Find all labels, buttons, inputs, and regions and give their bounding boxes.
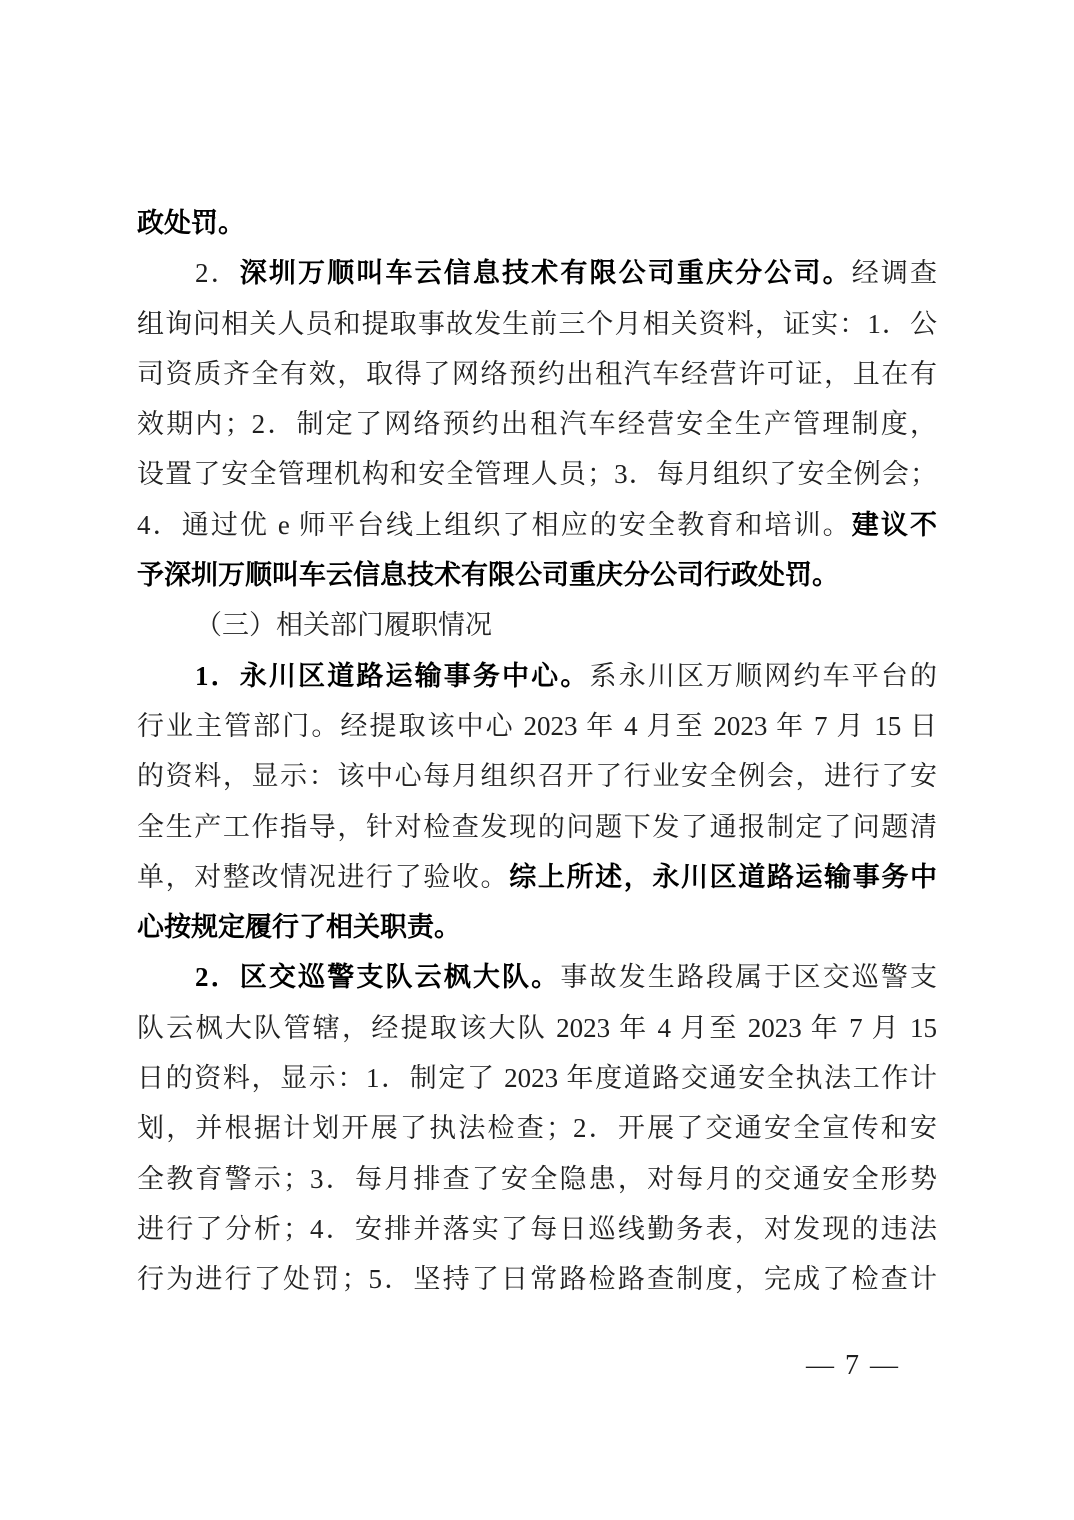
text-line: [137, 701, 937, 751]
bold-text-segment: 1．永川区道路运输事务中心。: [195, 660, 590, 691]
text-line: [137, 600, 937, 650]
text-segment: （三）相关部门履职情况: [195, 610, 492, 641]
text-line: [137, 399, 937, 449]
text-line: [137, 500, 937, 550]
text-segment: 组询问相关人员和提取事故发生前三个月相关资料，证实：1．公: [137, 308, 937, 339]
text-segment: 单，对整改情况进行了验收。: [137, 861, 510, 892]
text-segment: 的资料，显示：该中心每月组织召开了行业安全例会，进行了安: [137, 761, 937, 792]
text-segment: 4．通过优 e 师平台线上组织了相应的安全教育和培训。: [137, 509, 852, 540]
text-line: [137, 299, 937, 349]
text-line: [137, 550, 937, 600]
text-line: [137, 1103, 937, 1153]
document-body: [137, 198, 937, 1305]
text-segment: 队云枫大队管辖，经提取该大队 2023 年 4 月至 2023 年 7 月 15: [137, 1012, 937, 1043]
bold-text-segment: 建议不: [851, 509, 938, 540]
text-line: [137, 1154, 937, 1204]
bold-text-segment: 综上所述，永川区道路运输事务中: [509, 861, 938, 892]
text-line: [137, 449, 937, 499]
text-segment: 行为进行了处罚；5．坚持了日常路检路查制度，完成了检查计: [137, 1264, 937, 1295]
text-segment: 行业主管部门。经提取该中心 2023 年 4 月至 2023 年 7 月 15 日: [137, 710, 937, 741]
text-segment: 事故发生路段属于区交巡警支: [560, 962, 938, 993]
text-segment: 系永川区万顺网约车平台的: [589, 660, 938, 691]
page-number: — 7 —: [806, 1350, 900, 1381]
text-line: [137, 952, 937, 1002]
text-line: [137, 751, 937, 801]
text-segment: 进行了分析；4．安排并落实了每日巡线勤务表，对发现的违法: [137, 1213, 937, 1244]
text-segment: 效期内；2．制定了网络预约出租汽车经营安全生产管理制度，: [137, 409, 937, 440]
text-segment: 2．: [195, 258, 240, 289]
bold-text-segment: 心按规定履行了相关职责。: [137, 912, 461, 943]
bold-text-segment: 予深圳万顺叫车云信息技术有限公司重庆分公司行政处罚。: [137, 560, 839, 591]
bold-text-segment: 2．区交巡警支队云枫大队。: [195, 962, 561, 993]
text-line: [137, 198, 937, 248]
text-line: [137, 1254, 937, 1304]
text-segment: 日的资料，显示：1．制定了 2023 年度道路交通安全执法工作计: [137, 1063, 937, 1094]
text-line: [137, 1003, 937, 1053]
text-line: [137, 1204, 937, 1254]
text-line: [137, 248, 937, 298]
text-line: [137, 802, 937, 852]
text-line: [137, 852, 937, 902]
text-segment: 划，并根据计划开展了执法检查；2．开展了交通安全宣传和安: [137, 1113, 937, 1144]
text-segment: 设置了安全管理机构和安全管理人员；3．每月组织了安全例会；: [137, 459, 937, 490]
bold-text-segment: 深圳万顺叫车云信息技术有限公司重庆分公司。: [239, 258, 852, 289]
text-segment: 经调查: [851, 258, 938, 289]
text-segment: 全教育警示；3．每月排查了安全隐患，对每月的交通安全形势: [137, 1163, 937, 1194]
text-line: [137, 651, 937, 701]
text-line: [137, 902, 937, 952]
text-segment: 全生产工作指导，针对检查发现的问题下发了通报制定了问题清: [137, 811, 937, 842]
text-line: [137, 1053, 937, 1103]
bold-text-segment: 政处罚。: [137, 208, 245, 238]
text-segment: 司资质齐全有效，取得了网络预约出租汽车经营许可证，且在有: [137, 358, 937, 389]
text-line: [137, 349, 937, 399]
